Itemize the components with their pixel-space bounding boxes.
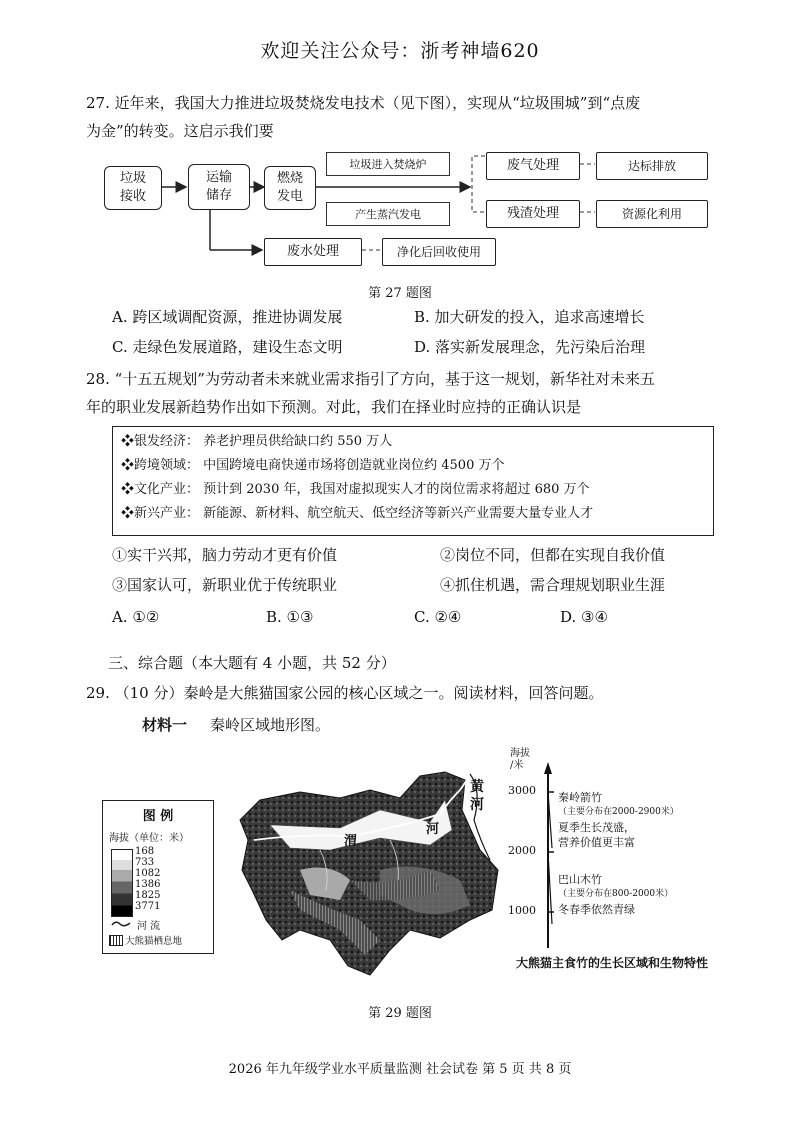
q28-statement-3: ③国家认可，新职业优于传统职业: [112, 576, 338, 594]
box-steam-power: 产生蒸汽发电: [326, 202, 450, 226]
watermark-header: 欢迎关注公众号：浙考神墙620: [260, 40, 540, 62]
legend-level: 733: [135, 857, 155, 868]
q27-option-c[interactable]: C. 走绿色发展道路，建设生态文明: [112, 338, 343, 356]
q27-option-b[interactable]: B. 加大研发的投入，追求高速增长: [414, 308, 645, 326]
legend-levels: [135, 846, 160, 912]
section3-heading: 三、综合题（本大题有 4 小题，共 52 分）: [108, 654, 396, 672]
box-waste-water: 废水处理: [264, 238, 362, 266]
bashan-bamboo-range: （主要分布在800-2000米）: [558, 889, 674, 899]
q28-option-c[interactable]: C. ②④: [414, 608, 462, 626]
altitude-tick-2000: 2000: [508, 844, 536, 857]
legend-elevation-label: 海拔（单位：米）: [109, 833, 189, 844]
legend-title: 图 例: [142, 809, 174, 824]
page-footer: 2026 年九年级学业水平质量监测 社会试卷 第 5 页 共 8 页: [228, 1062, 572, 1077]
map-label-he: 河: [470, 797, 484, 813]
qinling-bamboo-note: [558, 790, 679, 850]
q28-stem-line1: 28. “十五五规划”为劳动者未来就业需求指引了方向，基于这一规划，新华社对未来五: [86, 370, 655, 388]
bashan-bamboo-desc1: 冬春季依然青绿: [558, 903, 635, 916]
legend-river-label: 河 流: [137, 921, 161, 932]
q27-stem-line1: 27. 近年来，我国大力推进垃圾焚烧发电技术（见下图），实现从“垃圾围城”到“点废: [86, 94, 641, 112]
box-standard-emission: 达标排放: [596, 152, 708, 180]
box-burn: 燃烧 发电: [264, 166, 316, 210]
q29-stem: 29. （10 分）秦岭是大熊猫国家公园的核心区域之一。阅读材料，回答问题。: [86, 684, 604, 702]
habitat-symbol-icon: [109, 935, 123, 946]
box-waste-gas: 废气处理: [486, 152, 580, 180]
q28-stem-line2: 年的职业发展新趋势作出如下预测。对此，我们在择业时应持的正确认识是: [86, 398, 582, 416]
box-transport: 运输 储存: [188, 164, 250, 210]
legend-level: 168: [135, 846, 155, 857]
box-resource-use: 资源化利用: [596, 200, 708, 228]
box-residue: 残渣处理: [486, 200, 580, 228]
map-label-huang: 黄: [470, 779, 484, 795]
altitude-axis-title: 海拔 /米: [510, 748, 530, 771]
q27-caption: 第 27 题图: [368, 286, 432, 301]
legend-level: 1825: [135, 890, 161, 901]
qinling-bamboo-title: 秦岭箭竹: [558, 791, 602, 804]
legend-level: 1386: [135, 879, 161, 890]
terrain-map-graphic: [230, 770, 500, 980]
prediction-silver: ❖银发经济： 养老护理员供给缺口约 550 万人: [121, 434, 393, 449]
bamboo-altitude-chart: [508, 748, 748, 978]
legend-level: 3771: [135, 901, 161, 912]
q27-option-d[interactable]: D. 落实新发展理念，先污染后治理: [414, 338, 646, 356]
qinling-bamboo-desc2: 营养价值更丰富: [558, 836, 635, 849]
q27-stem-line2: 为金”的转变。这启示我们要: [86, 122, 274, 140]
q28-statement-4: ④抓住机遇，需合理规划职业生涯: [440, 576, 666, 594]
q27-option-a[interactable]: A. 跨区域调配资源，推进协调发展: [112, 308, 343, 326]
q28-option-d[interactable]: D. ③④: [560, 608, 608, 626]
prediction-emerging: ❖新兴产业： 新能源、新材料、航空航天、低空经济等新兴产业需要大量专业人才: [121, 506, 594, 521]
qinling-bamboo-desc1: 夏季生长茂盛，: [558, 821, 635, 834]
map-legend: [102, 800, 214, 954]
map-label-wei: 渭: [344, 834, 358, 849]
box-collect: 垃圾 接收: [104, 166, 162, 210]
q28-statement-2: ②岗位不同，但都在实现自我价值: [440, 546, 666, 564]
legend-elevation-bar: [111, 849, 133, 917]
q28-statement-1: ①实干兴邦，脑力劳动才更有价值: [112, 546, 338, 564]
qinling-terrain-map: [230, 770, 500, 980]
map-label-he2: 河: [426, 822, 440, 837]
bamboo-chart-caption: 大熊猫主食竹的生长区域和生物特性: [516, 956, 709, 970]
bashan-bamboo-title: 巴山木竹: [558, 873, 602, 886]
q28-option-b[interactable]: B. ①③: [266, 608, 314, 626]
legend-habitat-label: 大熊猫栖息地: [125, 936, 183, 947]
q29-material-text: 秦岭区域地形图。: [210, 716, 331, 734]
prediction-culture: ❖文化产业： 预计到 2030 年，我国对虚拟现实人才的岗位需求将超过 680 万个: [121, 482, 590, 497]
box-into-furnace: 垃圾进入焚烧炉: [326, 152, 450, 176]
altitude-tick-1000: 1000: [508, 904, 536, 917]
q28-prediction-box: [112, 426, 714, 536]
altitude-tick-3000: 3000: [508, 784, 536, 797]
q27-flow-diagram: [100, 150, 720, 280]
river-symbol-icon: [111, 919, 131, 929]
legend-level: 1082: [135, 868, 161, 879]
q28-option-a[interactable]: A. ①②: [112, 608, 160, 626]
prediction-cross-border: ❖跨境领域： 中国跨境电商快递市场将创造就业岗位约 4500 万个: [121, 458, 505, 473]
bashan-bamboo-note: [558, 872, 673, 917]
qinling-bamboo-range: （主要分布在2000-2900米）: [558, 807, 679, 817]
q29-material-label: 材料一: [142, 716, 188, 734]
q29-caption: 第 29 题图: [368, 1006, 432, 1021]
box-reuse: 净化后回收使用: [382, 238, 496, 266]
